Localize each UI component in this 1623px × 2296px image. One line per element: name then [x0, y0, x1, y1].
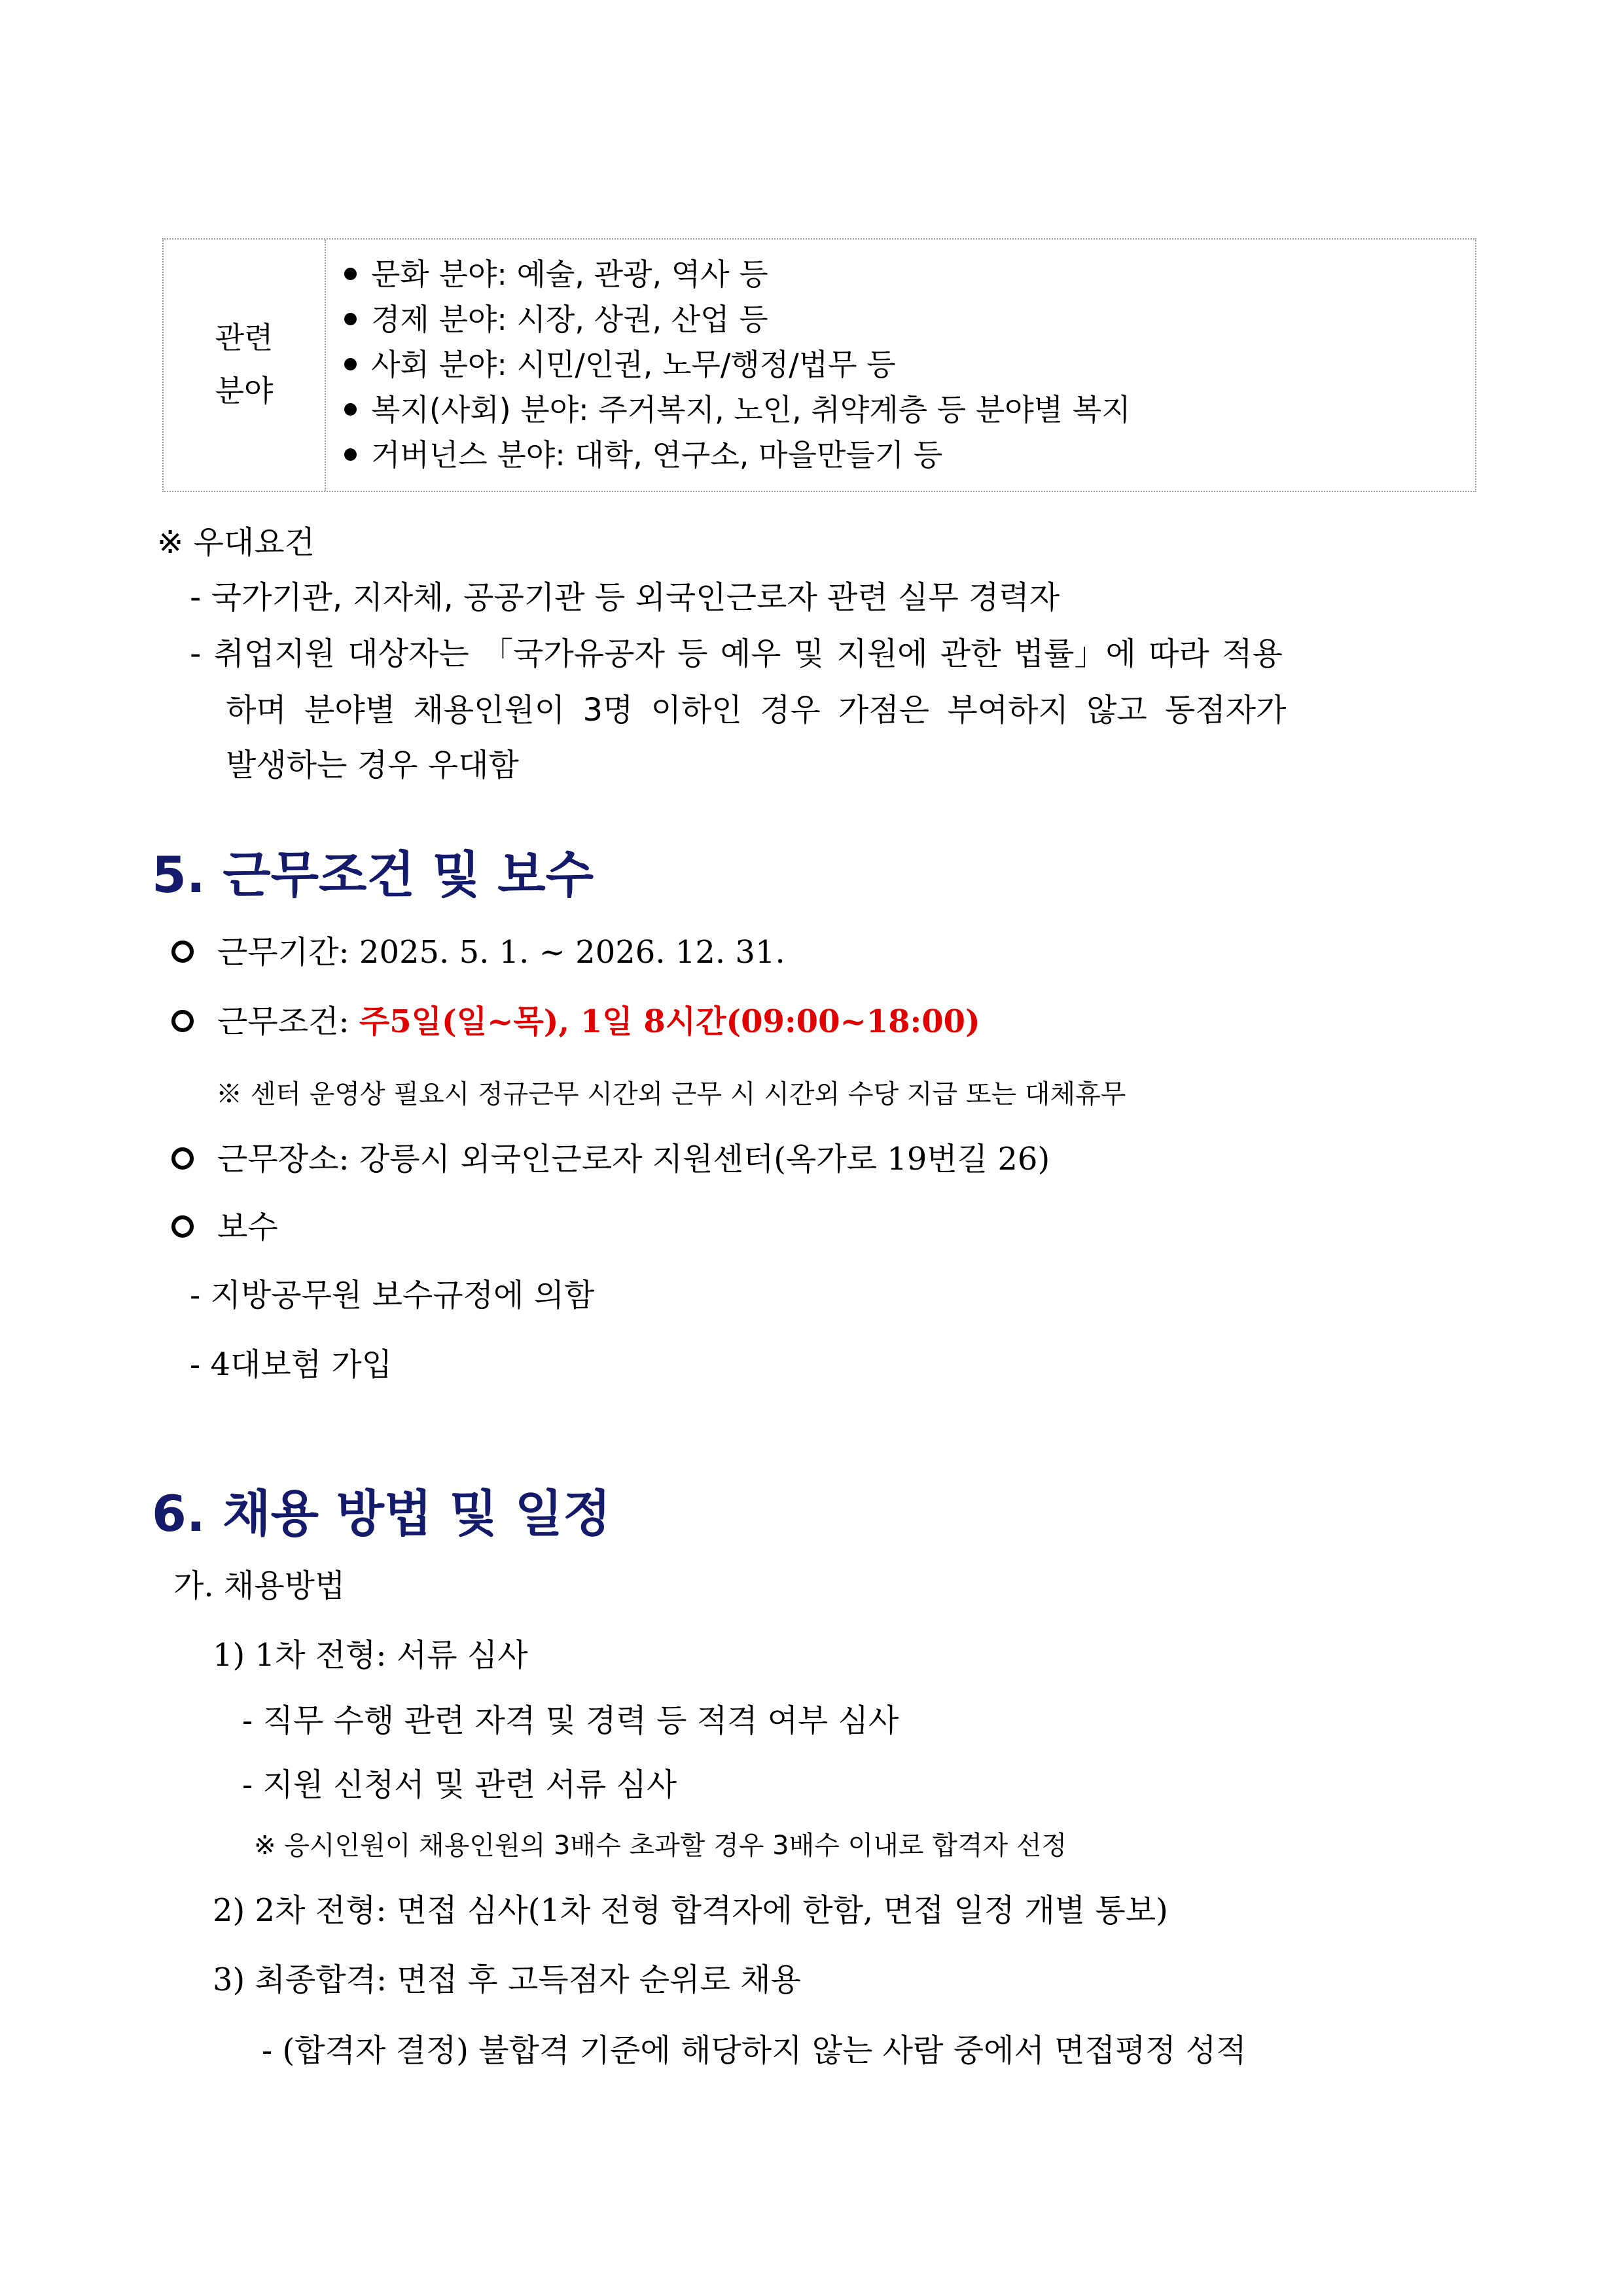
- preference-line: 발생하는 경우 우대함: [226, 747, 519, 783]
- list-item: 문화 분야: 예술, 관광, 역사 등: [340, 253, 768, 296]
- pay-line: - 지방공무원 보수규정에 의함: [190, 1277, 595, 1314]
- circle-bullet-icon: [171, 1215, 194, 1238]
- category-label-line2: 분야: [215, 373, 274, 408]
- step-1-note: ※ 응시인원이 채용인원의 3배수 초과할 경우 3배수 이내로 합격자 선정: [254, 1831, 1067, 1861]
- bullet-icon: [344, 403, 357, 416]
- category-label-line1: 관련: [215, 320, 274, 355]
- preference-line: - 취업지원 대상자는 「국가유공자 등 예우 및 지원에 관한 법률」에 따라 적용: [190, 636, 1283, 672]
- table-divider: [325, 240, 326, 491]
- circle-bullet-icon: [171, 1147, 194, 1170]
- step-1: 1) 1차 전형: 서류 심사: [213, 1637, 528, 1674]
- work-location: 근무장소: 강릉시 외국인근로자 지원센터(옥가로 19번길 26): [171, 1134, 1050, 1179]
- step-1-detail: - 직무 수행 관련 자격 및 경력 등 적격 여부 심사: [242, 1702, 899, 1739]
- preference-line: 하며 분야별 채용인원이 3명 이하인 경우 가점은 부여하지 않고 동점자가: [226, 692, 1287, 728]
- bullet-icon: [344, 448, 357, 461]
- step-2: 2) 2차 전형: 면접 심사(1차 전형 합격자에 한함, 면접 일정 개별 통보): [213, 1892, 1168, 1929]
- preference-title: ※ 우대요건: [157, 524, 315, 561]
- bullet-icon: [344, 268, 357, 280]
- work-period: 근무기간: 2025. 5. 1. ~ 2026. 12. 31.: [171, 927, 785, 972]
- section-heading-6: 6. 채용 방법 및 일정: [152, 1484, 611, 1543]
- step-1-detail: - 지원 신청서 및 관련 서류 심사: [242, 1767, 677, 1803]
- list-item: 경제 분야: 시장, 상권, 산업 등: [340, 298, 768, 341]
- list-item: 사회 분야: 시민/인권, 노무/행정/법무 등: [340, 343, 896, 386]
- circle-bullet-icon: [171, 941, 194, 963]
- related-fields-table: [162, 238, 1476, 492]
- list-item: 복지(사회) 분야: 주거복지, 노인, 취약계층 등 분야별 복지: [340, 388, 1131, 431]
- list-item: 거버넌스 분야: 대학, 연구소, 마을만들기 등: [340, 433, 942, 476]
- pay-line: - 4대보험 가입: [190, 1346, 393, 1383]
- work-conditions: 근무조건: 주5일(일~목), 1일 8시간(09:00~18:00): [171, 996, 980, 1041]
- step-3-detail: - (합격자 결정) 불합격 기준에 해당하지 않는 사람 중에서 면접평정 성적: [262, 2032, 1247, 2069]
- pay-title: 보수: [171, 1202, 278, 1247]
- highlighted-conditions: 주5일(일~목), 1일 8시간(09:00~18:00): [359, 1003, 980, 1040]
- circle-bullet-icon: [171, 1010, 194, 1032]
- method-title: 가. 채용방법: [173, 1568, 346, 1604]
- preference-line: - 국가기관, 지자체, 공공기관 등 외국인근로자 관련 실무 경력자: [190, 579, 1060, 616]
- conditions-note: ※ 센터 운영상 필요시 정규근무 시간외 근무 시 시간외 수당 지급 또는 대체휴무: [216, 1079, 1126, 1109]
- section-heading-5: 5. 근무조건 및 보수: [152, 846, 594, 904]
- bullet-icon: [344, 358, 357, 370]
- step-3: 3) 최종합격: 면접 후 고득점자 순위로 채용: [213, 1962, 801, 1998]
- bullet-icon: [344, 313, 357, 325]
